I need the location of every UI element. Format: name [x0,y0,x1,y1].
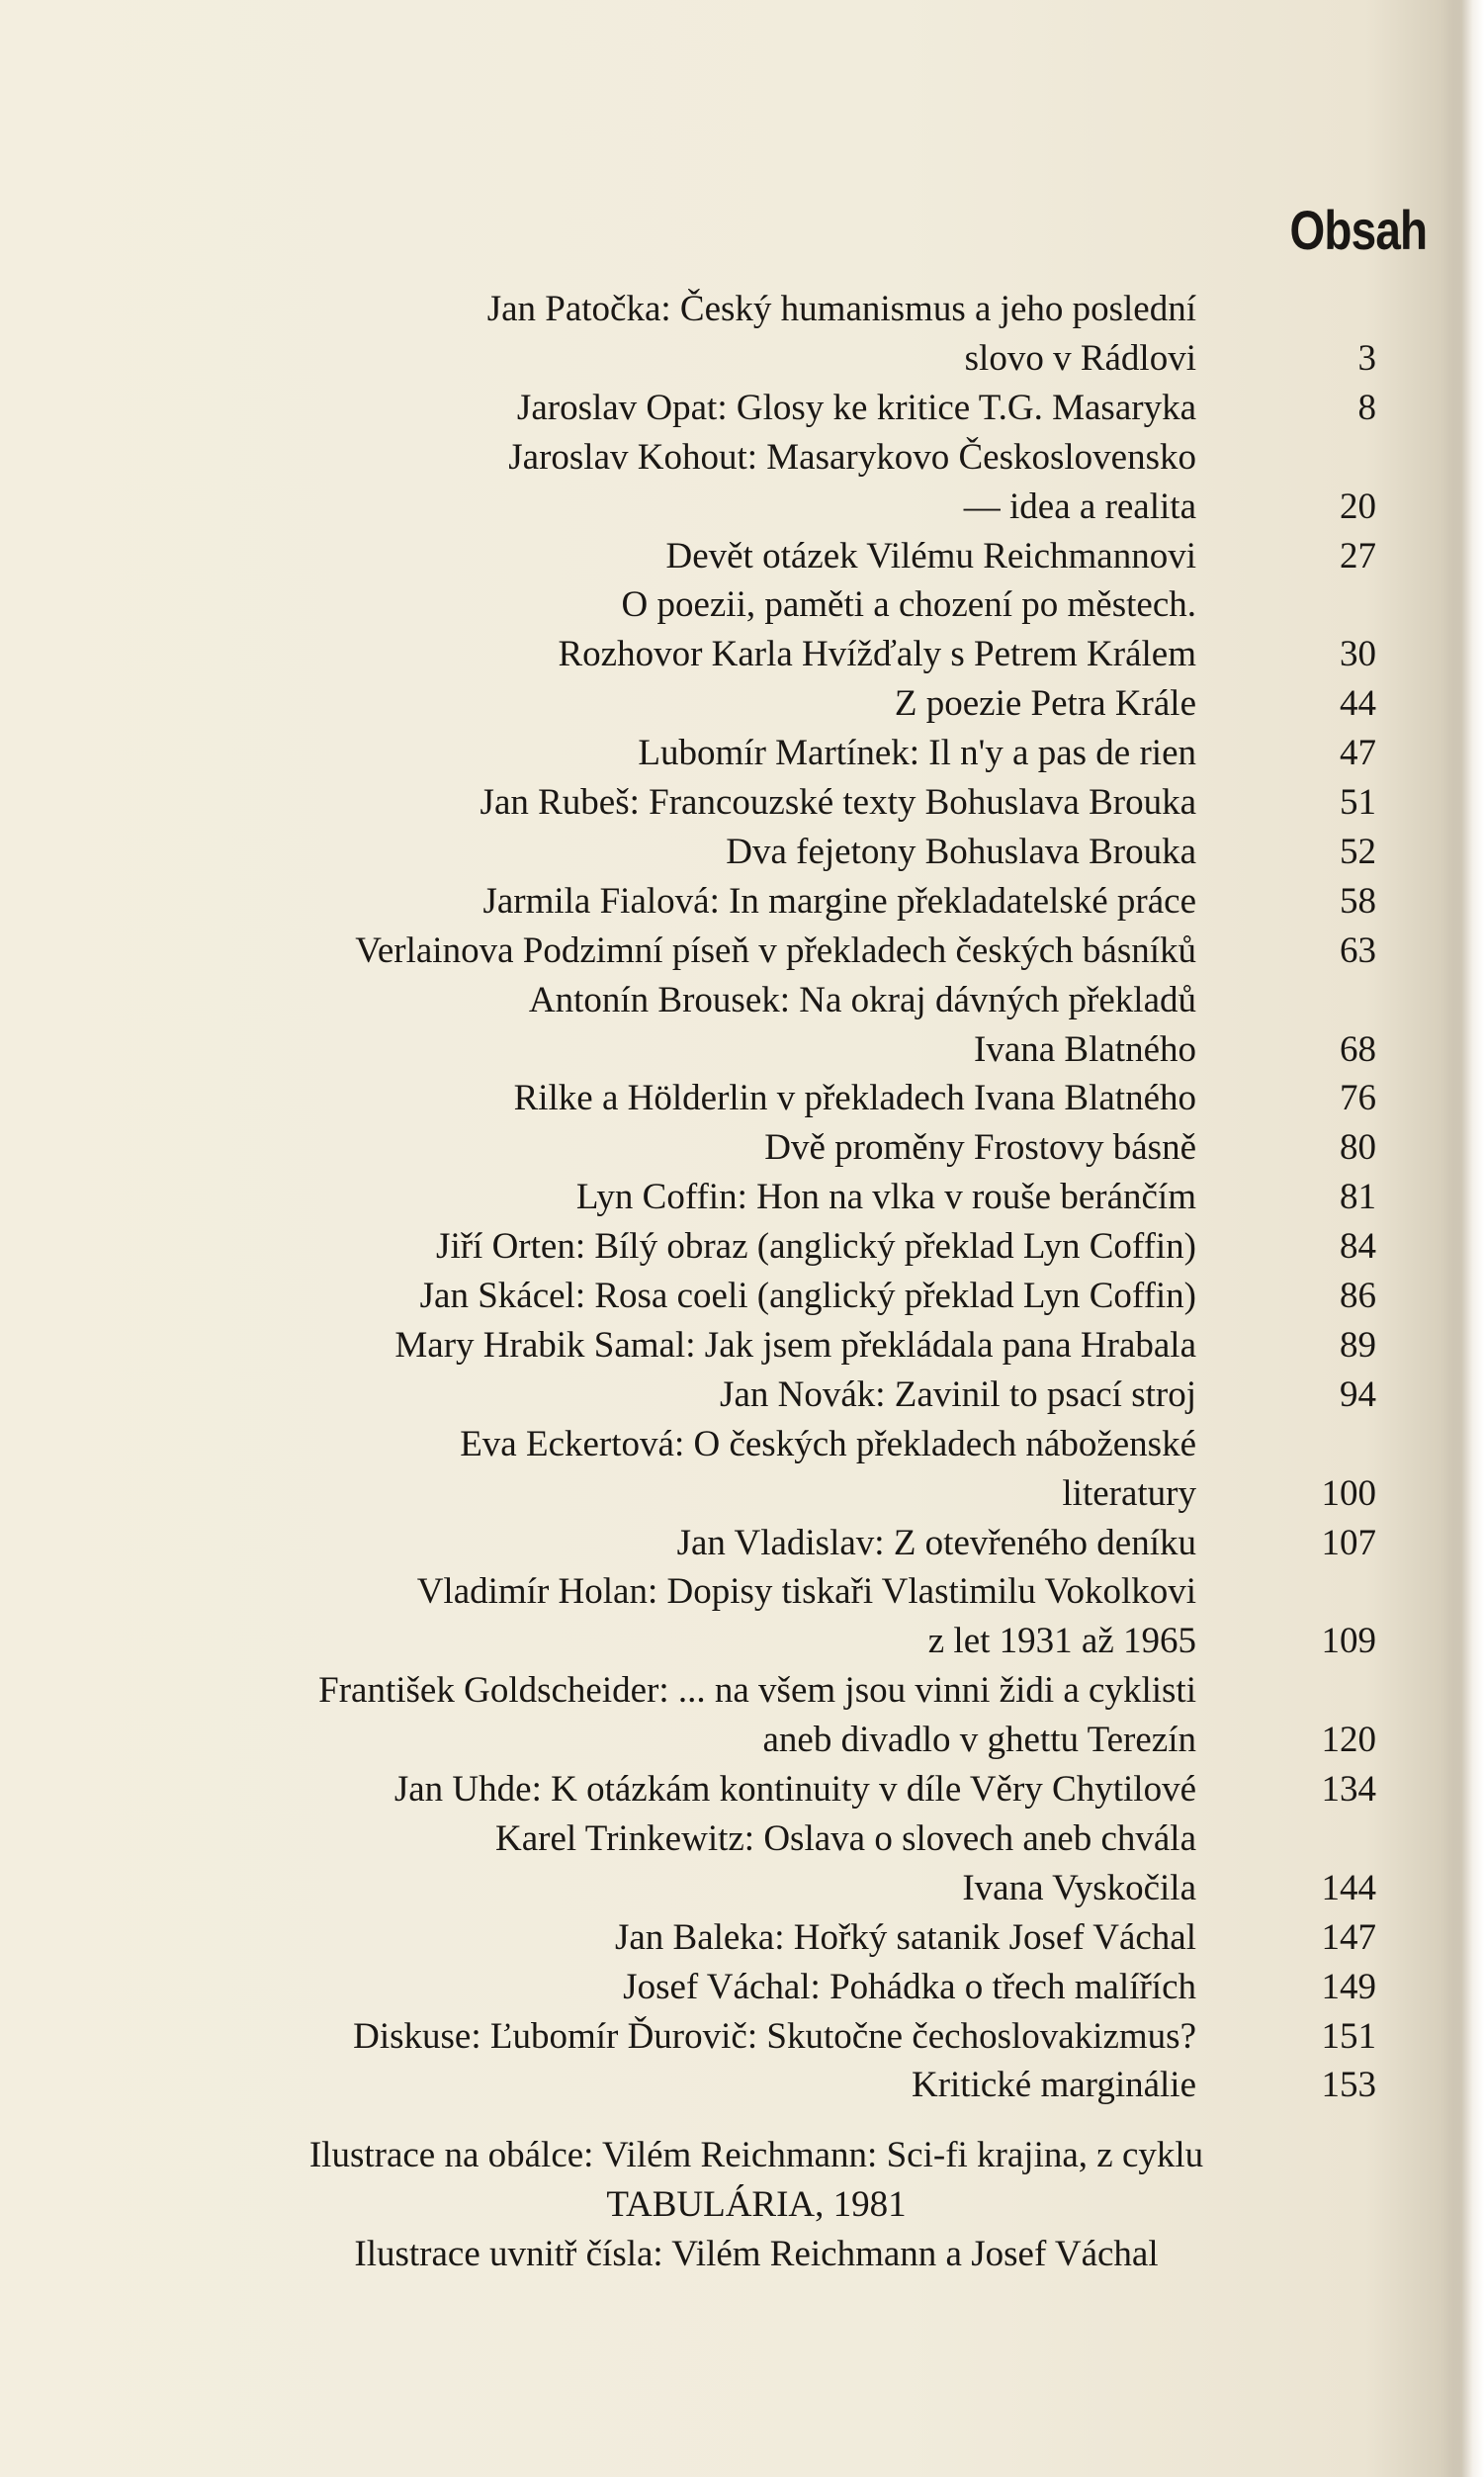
toc-entry [148,580,1434,630]
toc-entry-title: O poezii, paměti a chození po městech. [621,584,1196,626]
toc-entry-page-number: 44 [1340,683,1376,725]
toc-entry-page-number: 51 [1340,782,1376,823]
toc-entry-title: Ivana Vyskočila [962,1867,1196,1908]
toc-entry [148,1765,1434,1814]
toc-entry-title: Jaroslav Opat: Glosy ke kritice T.G. Masaryka [516,387,1196,428]
toc-entry [148,1321,1434,1371]
toc-entry-title: Dva fejetony Bohuslava Brouka [726,831,1196,872]
cover-illustration-series: TABULÁRIA, 1981 [606,2184,907,2225]
toc-entry [148,1963,1434,2012]
toc-entry-title: Karel Trinkewitz: Oslava o slovech aneb chvála [495,1817,1196,1859]
page-edge-shadow [1446,0,1484,2477]
toc-entry-title: Z poezie Petra Krále [894,683,1196,725]
toc-entry [148,384,1434,433]
toc-entry [148,1519,1434,1568]
toc-entry-page-number: 63 [1340,929,1376,971]
cover-illustration-credit: Ilustrace na obálce: Vilém Reichmann: Sci-fi krajina, z cyklu [308,2135,1204,2175]
toc-entry-page-number: 68 [1340,1028,1376,1070]
toc-entry-title: Ivana Blatného [974,1028,1196,1070]
toc-entry-title: z let 1931 až 1965 [927,1621,1196,1662]
toc-entry-page-number: 20 [1340,486,1376,527]
toc-entry-title: Verlainova Podzimní píseň v překladech českých básníků [355,929,1196,971]
toc-entry-page-number: 81 [1340,1177,1376,1218]
toc-entry-title: Jan Novák: Zavinil to psací stroj [720,1373,1196,1415]
toc-entry-title: Rozhovor Karla Hvížďaly s Petrem Králem [558,634,1196,675]
toc-entry-page-number: 80 [1340,1127,1376,1169]
toc-entry-page-number: 100 [1321,1472,1376,1514]
inside-illustration-credit: Ilustrace uvnitř čísla: Vilém Reichmann a Josef Váchal [354,2234,1159,2274]
toc-entry-title: Jan Rubeš: Francouzské texty Bohuslava Brouka [480,782,1196,823]
toc-entry-page-number: 144 [1321,1867,1376,1908]
toc-entry-title: Josef Váchal: Pohádka o třech malířích [623,1966,1196,2007]
toc-entry-title: Diskuse: Ľubomír Ďurovič: Skutočne čechoslovakizmus? [353,2015,1196,2057]
toc-entry-title: Dvě proměny Frostovy básně [764,1127,1196,1169]
toc-entry-title: Antonín Brousek: Na okraj dávných překladů [528,979,1196,1020]
toc-entry-page-number: 153 [1321,2065,1376,2106]
toc-entry-page-number: 149 [1321,1966,1376,2007]
toc-entry [148,532,1434,581]
toc-entry-title: Jiří Orten: Bílý obraz (anglický překlad Lyn Coffin) [436,1226,1196,1268]
toc-entry [148,630,1434,679]
toc-entry-page-number: 109 [1321,1621,1376,1662]
toc-entry-title: Mary Hrabik Samal: Jak jsem překládala pana Hrabala [394,1324,1196,1366]
toc-entry-title: slovo v Rádlovi [964,337,1196,379]
toc-entry-page-number: 8 [1357,387,1376,428]
toc-entry-title: Kritické marginálie [911,2065,1196,2106]
toc-entry-page-number: 84 [1340,1226,1376,1268]
page-title: Obsah [1289,199,1427,261]
toc-entry-page-number: 86 [1340,1276,1376,1316]
toc-entry [148,778,1434,828]
toc-entry-page-number: 30 [1340,634,1376,675]
toc-entry [148,1025,1434,1075]
toc-entry-page-number: 151 [1321,2015,1376,2057]
toc-entry-title: Jan Uhde: K otázkám kontinuity v díle Věry Chytilové [393,1769,1196,1810]
toc-entry [148,1173,1434,1222]
toc-entry [148,1469,1434,1519]
toc-entry-page-number: 147 [1321,1916,1376,1958]
toc-entry [148,285,1434,334]
toc-entry-title: Lubomír Martínek: Il n'y a pas de rien [638,733,1196,774]
toc-entry [148,729,1434,778]
toc-entry-title: Jan Baleka: Hořký satanik Josef Váchal [614,1916,1196,1958]
toc-entry [148,1864,1434,1913]
toc-entry [148,976,1434,1025]
toc-entry-page-number: 89 [1340,1324,1376,1366]
toc-entry-title: Devět otázek Vilému Reichmannovi [665,535,1196,576]
toc-entry [148,877,1434,927]
toc-entry-page-number: 47 [1340,733,1376,774]
toc-entry-title: Jan Vladislav: Z otevřeného deníku [676,1522,1196,1563]
toc-entry-page-number: 134 [1321,1769,1376,1810]
toc-entry-title: Jan Patočka: Český humanismus a jeho poslední [486,289,1196,329]
toc-entry [148,433,1434,483]
toc-entry [148,1617,1434,1666]
toc-entry [148,1074,1434,1123]
toc-entry [148,927,1434,976]
toc-entry [148,2012,1434,2062]
toc-entry [148,483,1434,532]
toc-entry [148,1814,1434,1864]
toc-entry-title: — idea a realita [963,486,1196,527]
toc-entry [148,828,1434,877]
toc-entry-title: František Goldscheider: ... na všem jsou vinni židi a cyklisti [318,1670,1196,1712]
toc-entry [148,679,1434,729]
toc-entry-page-number: 3 [1357,337,1376,379]
toc-entry [148,1567,1434,1617]
toc-entry-page-number: 76 [1340,1078,1376,1119]
toc-entry-page-number: 58 [1340,880,1376,922]
toc-entry [148,1666,1434,1716]
toc-entry [148,1272,1434,1321]
toc-entry-title: aneb divadlo v ghettu Terezín [762,1720,1196,1761]
toc-entry-title: literatury [1062,1472,1196,1514]
toc-entry [148,334,1434,384]
toc-entry-title: Jarmila Fialová: In margine překladatelské práce [482,880,1196,922]
toc-entry-page-number: 120 [1321,1720,1376,1761]
toc-entry-title: Jaroslav Kohout: Masarykovo Československo [508,436,1196,478]
toc-entry-page-number: 94 [1340,1373,1376,1415]
toc-entry-title: Jan Skácel: Rosa coeli (anglický překlad Lyn Coffin) [419,1276,1196,1316]
toc-entry [148,1371,1434,1420]
toc-entry-title: Lyn Coffin: Hon na vlka v rouše beránčím [575,1177,1196,1218]
toc-entry [148,1913,1434,1963]
toc-entry-page-number: 107 [1321,1522,1376,1563]
toc-entry [148,1123,1434,1173]
toc-entry-page-number: 52 [1340,831,1376,872]
toc-entry [148,1716,1434,1765]
toc-entry [148,1222,1434,1272]
toc-entry [148,1420,1434,1469]
toc-entry-page-number: 27 [1340,535,1376,576]
toc-entry-title: Eva Eckertová: O českých překladech náboženské [460,1423,1196,1464]
toc-entry-title: Rilke a Hölderlin v překladech Ivana Blatného [513,1078,1196,1119]
toc-entry-title: Vladimír Holan: Dopisy tiskaři Vlastimilu Vokolkovi [416,1571,1196,1613]
toc-entry [148,2061,1434,2110]
